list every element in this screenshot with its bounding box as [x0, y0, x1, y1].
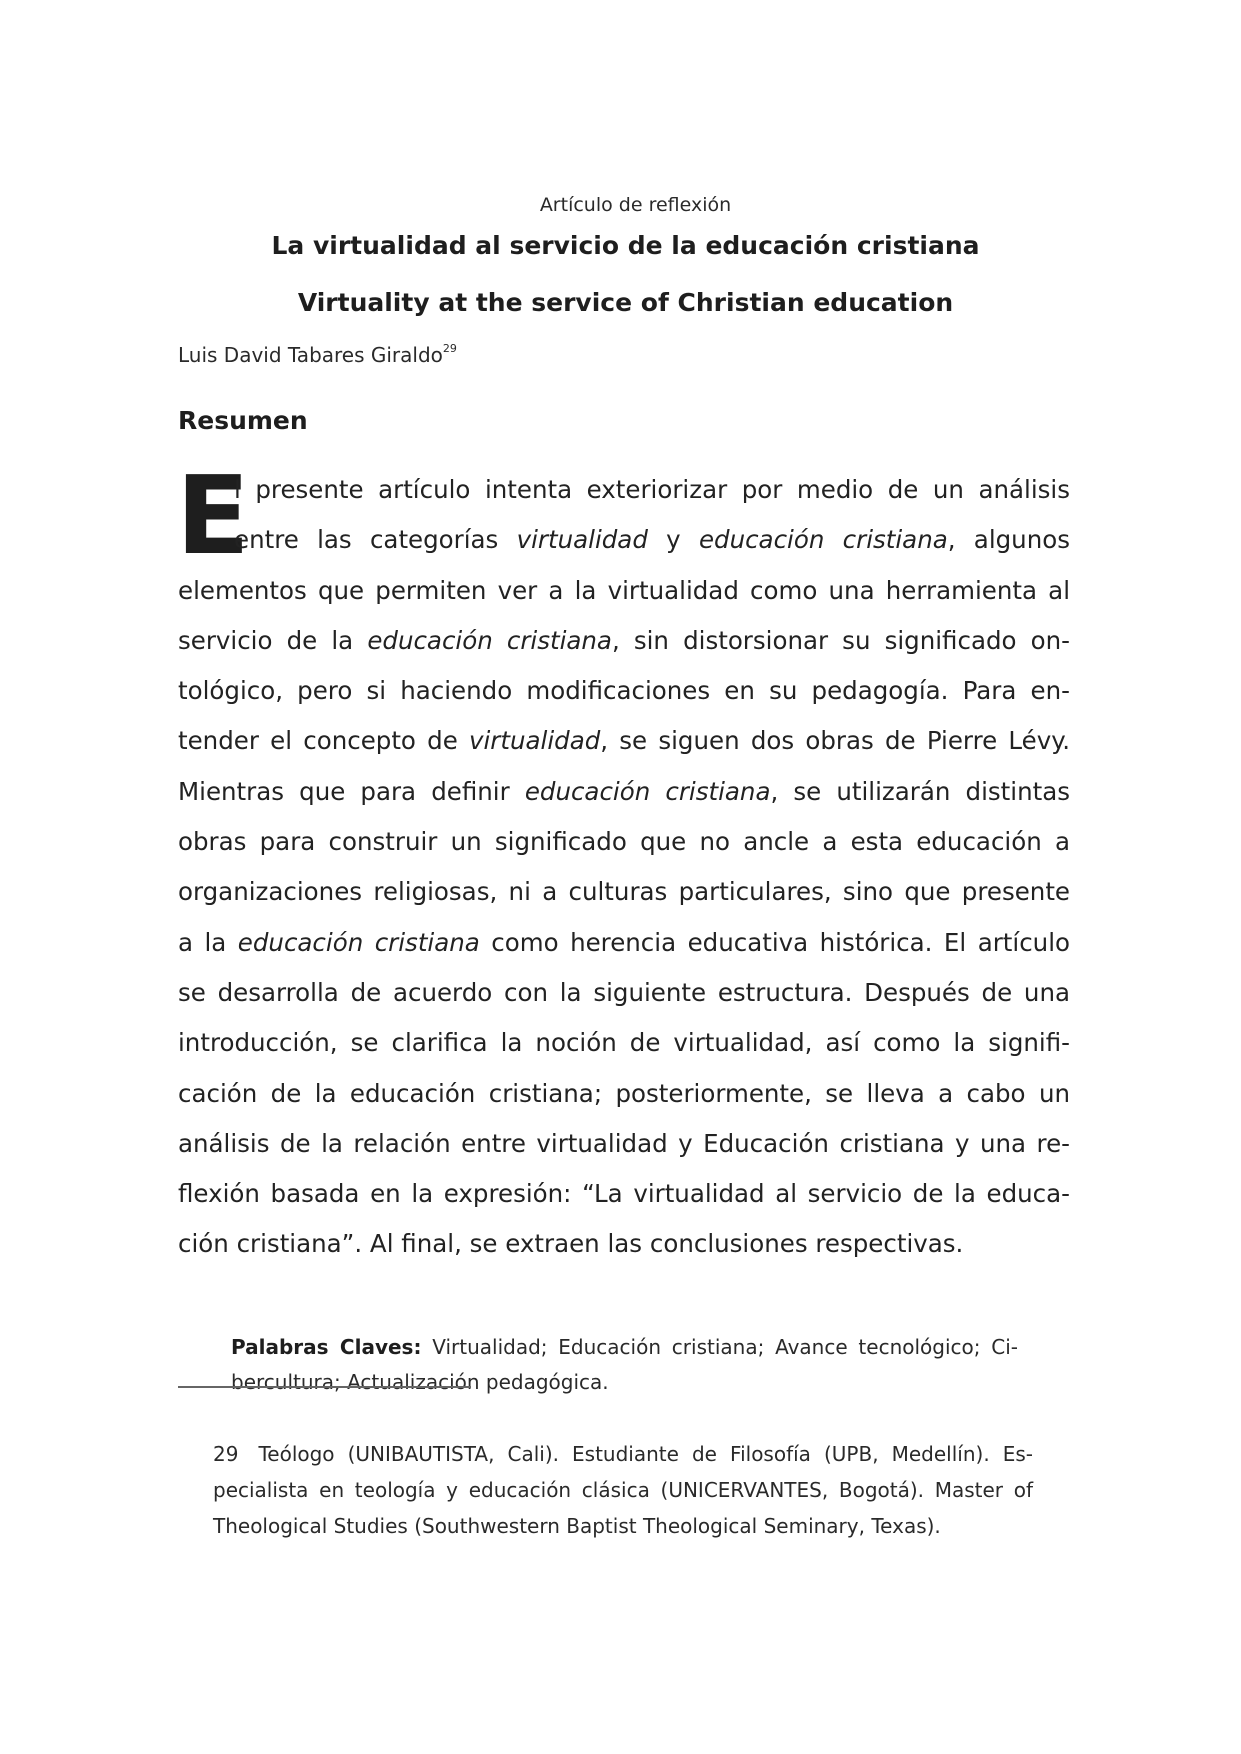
italic-term: educación cristiana [698, 525, 948, 555]
abstract-line: introducción, se clarifica la noción de virtualidad, así como la signifi- [178, 1028, 1070, 1058]
abstract-line: análisis de la relación entre virtualidad y Educación cristiana y una re- [178, 1128, 1070, 1158]
author-name: Luis David Tabares Giraldo [178, 343, 443, 367]
abstract-line: obras para construir un significado que no ancle a esta educación a [178, 827, 1070, 857]
abstract-line: servicio de la educación cristiana, sin distorsionar su significado on- [178, 625, 1070, 655]
abstract-body [176, 454, 1070, 1270]
keywords-label: Palabras Claves: [231, 1335, 422, 1359]
abstract-line: organizaciones religiosas, ni a culturas particulares, sino que presente [178, 877, 1070, 907]
author-footnote-mark: 29 [442, 342, 457, 355]
italic-term: educación cristiana [237, 927, 480, 957]
abstract-heading: Resumen [178, 406, 308, 435]
abstract-line: cación de la educación cristiana; posteriormente, se lleva a cabo un [178, 1078, 1070, 1108]
footnote-line-1 [213, 1436, 1033, 1472]
title-spanish: La virtualidad al servicio de la educación cristiana [271, 231, 980, 260]
footnote-line-3: Theological Studies (Southwestern Baptist Theological Seminary, Texas). [213, 1514, 941, 1538]
italic-term: virtualidad [516, 525, 648, 555]
abstract-line: elementos que permiten ver a la virtualidad como una herramienta al [178, 575, 1070, 605]
abstract-line: l presente artículo intenta exteriorizar por medio de un análisis [234, 475, 1070, 504]
footnote-text-1: Teólogo (UNIBAUTISTA, Cali). Estudiante de Filosofía (UPB, Medellín). Es- [258, 1442, 1033, 1466]
italic-term: educación cristiana [367, 625, 612, 655]
abstract-line: Mientras que para definir educación cristiana, se utilizarán distintas [178, 776, 1070, 806]
abstract-line: a la educación cristiana como herencia educativa histórica. El artículo [178, 927, 1070, 957]
abstract-line: ción cristiana”. Al final, se extraen las conclusiones respectivas. [178, 1229, 964, 1259]
abstract-line: tender el concepto de virtualidad, se siguen dos obras de Pierre Lévy. [178, 726, 1070, 756]
abstract-line: flexión basada en la expresión: “La virtualidad al servicio de la educa- [178, 1179, 1070, 1209]
keywords-line-1 [231, 1330, 1018, 1365]
italic-term: educación cristiana [524, 776, 771, 806]
abstract-line: entre las categorías virtualidad y educación cristiana, algunos [234, 525, 1070, 555]
footnote [213, 1436, 1033, 1544]
keywords-text-1: Virtualidad; Educación cristiana; Avance tecnológico; Ci- [421, 1335, 1019, 1359]
footnote-number: 29 [213, 1442, 239, 1466]
keywords-block [231, 1330, 1018, 1400]
abstract-line: tológico, pero si haciendo modificaciones en su pedagogía. Para en- [178, 676, 1070, 706]
article-type-label: Artículo de reflexión [539, 194, 732, 216]
footnote-line-2: pecialista en teología y educación clásica (UNICERVANTES, Bogotá). Master of [213, 1478, 1033, 1502]
abstract-line: se desarrolla de acuerdo con la siguiente estructura. Después de una [178, 977, 1070, 1007]
title-english: Virtuality at the service of Christian education [297, 288, 954, 317]
drop-cap-letter: E [176, 454, 250, 579]
footnote-separator [178, 1386, 471, 1388]
keywords-line-2: bercultura; Actualización pedagógica. [231, 1370, 609, 1394]
author-line [178, 336, 457, 368]
italic-term: virtualidad [469, 726, 601, 756]
